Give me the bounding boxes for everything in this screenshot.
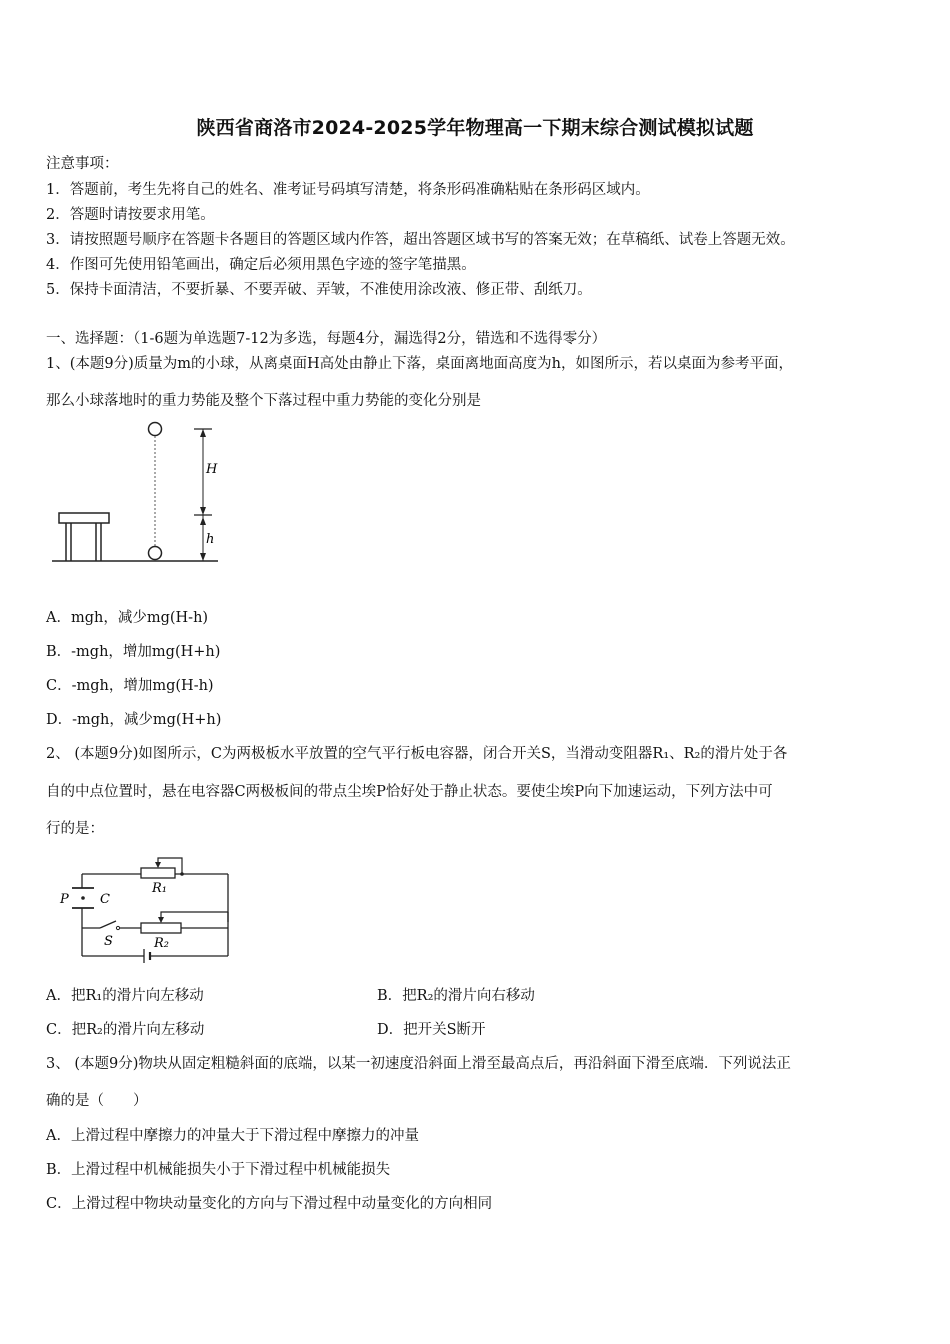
- notice-item-4: 4．作图可先使用铅笔画出，确定后必须用黑色字迹的签字笔描黑。: [46, 257, 476, 273]
- q3-stem-line-1: 3、 (本题9分)物块从固定粗糙斜面的底端，以某一初速度沿斜面上滑至最高点后，再沿斜面下滑至底端．下列说法正: [46, 1056, 791, 1072]
- q2-stem-line-3: 行的是：: [46, 821, 104, 837]
- r1-resistor: [141, 868, 175, 878]
- notice-item-3: 3．请按照题号顺序在答题卡各题目的答题区域内作答，超出答题区域书写的答案无效；在草稿纸、试卷上答题无效。: [46, 232, 795, 248]
- q2-option-d: D．把开关S断开: [377, 1022, 486, 1038]
- q2-circuit-figure: [56, 850, 236, 970]
- q1-stem-line-2: 那么小球落地时的重力势能及整个下落过程中重力势能的变化分别是: [46, 393, 481, 409]
- label-p: P: [60, 892, 69, 907]
- q3-option-a: A．上滑过程中摩擦力的冲量大于下滑过程中摩擦力的冲量: [46, 1128, 419, 1144]
- notice-item-5: 5．保持卡面清洁，不要折暴、不要弄破、弄皱，不准使用涂改液、修正带、刮纸刀。: [46, 282, 592, 298]
- q3-stem-line-2: 确的是（ ）: [46, 1093, 148, 1109]
- q1-option-b: B．-mgh，增加mg(H+h): [46, 644, 221, 660]
- notice-heading: 注意事项：: [46, 156, 119, 172]
- q1-option-a: A．mgh，减少mg(H-h): [46, 610, 209, 626]
- q2-stem-line-2: 自的中点位置时，悬在电容器C两极板间的带点尘埃P恰好处于静止状态。要使尘埃P向下加速运动，下列方法中可: [46, 784, 773, 800]
- dust-particle: [81, 896, 85, 900]
- r2-resistor: [141, 923, 181, 933]
- label-r2: R₂: [154, 936, 169, 951]
- label-H: H: [206, 462, 218, 477]
- page-title: 陕西省商洛市2024-2025学年物理高一下期末综合测试模拟试题: [196, 117, 754, 139]
- table-top: [59, 513, 109, 523]
- label-c: C: [100, 892, 110, 907]
- switch-s: [100, 921, 116, 928]
- q2-stem-line-1: 2、 (本题9分)如图所示，C为两极板水平放置的空气平行板电容器，闭合开关S，当滑动变阻器R₁、R₂的滑片处于各: [46, 746, 788, 762]
- q3-option-b: B．上滑过程中机械能损失小于下滑过程中机械能损失: [46, 1162, 391, 1178]
- ball-top: [149, 423, 162, 436]
- section-heading: 一、选择题：（1-6题为单选题7-12为多选，每题4分，漏选得2分，错选和不选得零分）: [46, 331, 607, 347]
- notice-item-2: 2．答题时请按要求用笔。: [46, 207, 215, 223]
- label-s: S: [104, 934, 113, 949]
- ball-bottom: [149, 547, 162, 560]
- label-h: h: [206, 532, 215, 547]
- label-r1: R₁: [152, 881, 167, 896]
- q2-option-b: B．把R₂的滑片向右移动: [377, 988, 535, 1004]
- q2-option-c: C．把R₂的滑片向左移动: [46, 1022, 205, 1038]
- q1-figure: [46, 415, 226, 570]
- q3-option-c: C．上滑过程中物块动量变化的方向与下滑过程中动量变化的方向相同: [46, 1196, 493, 1212]
- notice-item-1: 1．答题前，考生先将自己的姓名、准考证号码填写清楚，将条形码准确粘贴在条形码区域内。: [46, 182, 650, 198]
- q1-option-d: D．-mgh，减少mg(H+h): [46, 712, 222, 728]
- q1-option-c: C．-mgh，增加mg(H-h): [46, 678, 214, 694]
- q1-stem-line-1: 1、(本题9分)质量为m的小球，从离桌面H高处由静止下落，桌面离地面高度为h，如图所示，若以桌面为参考平面，: [46, 356, 793, 372]
- q2-option-a: A．把R₁的滑片向左移动: [46, 988, 204, 1004]
